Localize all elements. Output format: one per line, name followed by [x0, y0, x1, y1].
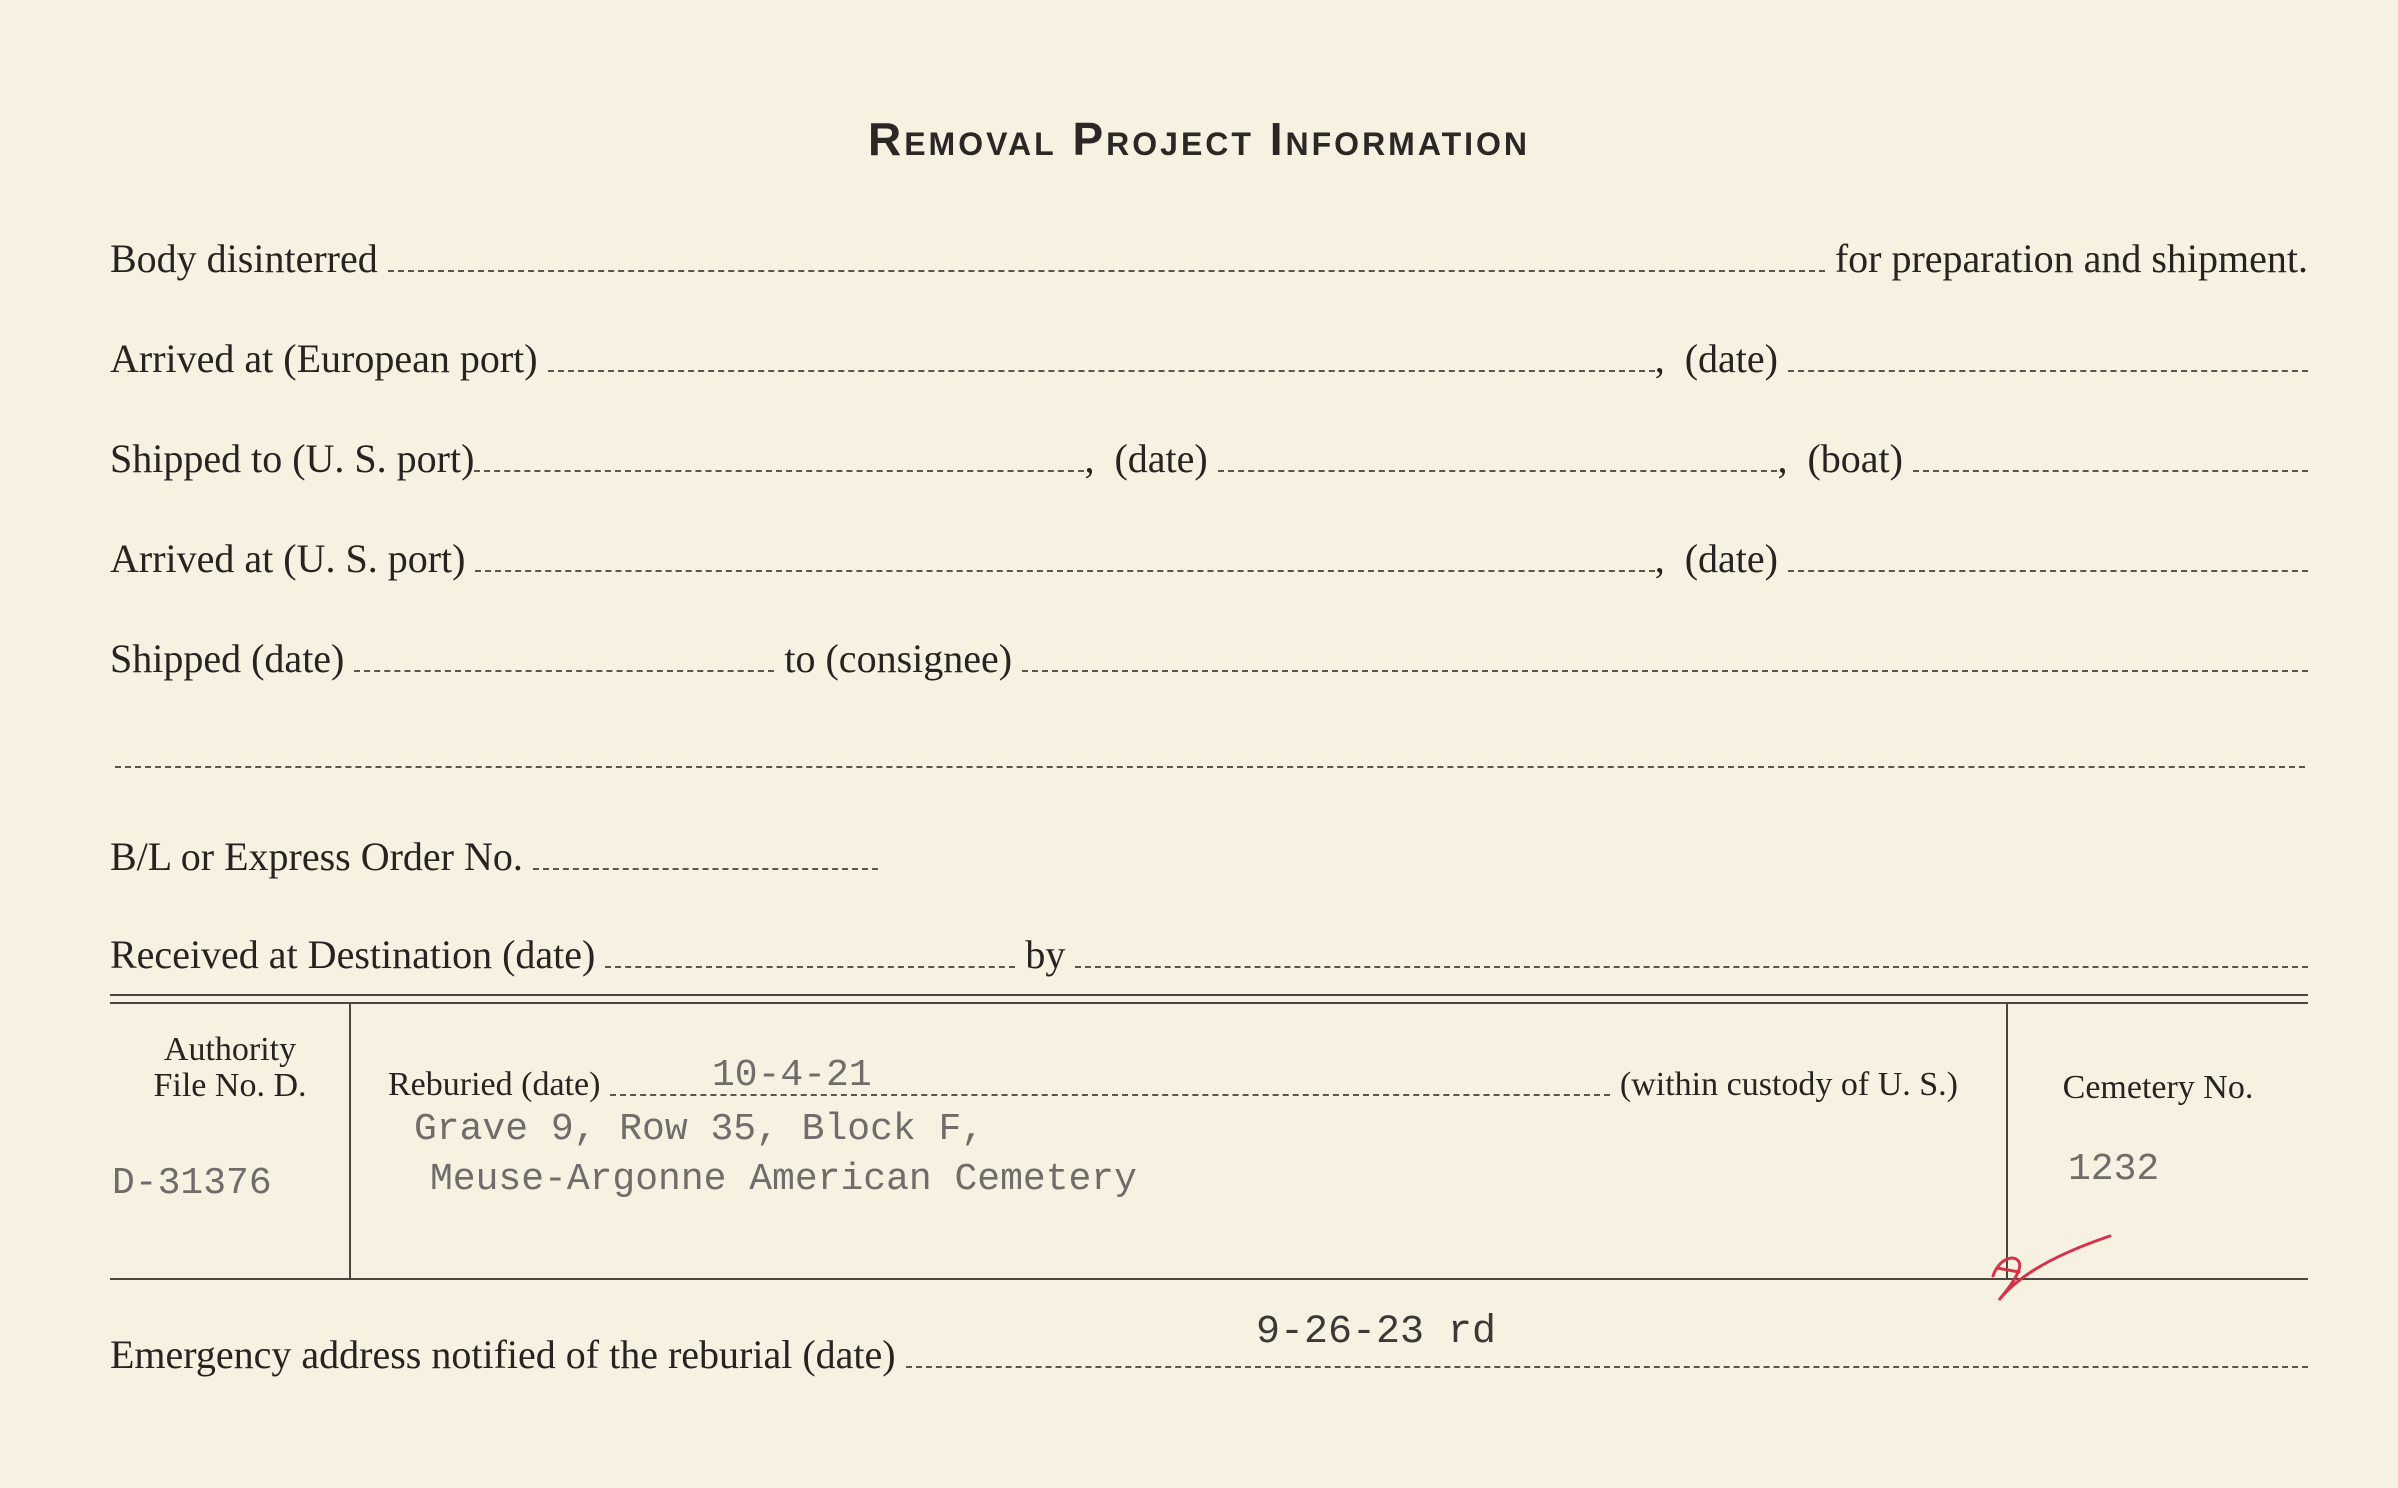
- arrived-us-row: [110, 530, 2308, 582]
- comma-separator: ,: [1654, 536, 1665, 581]
- card-title: Removal Project Information: [867, 113, 1531, 165]
- comma-separator: ,: [1084, 436, 1095, 481]
- shipped-date-field[interactable]: [354, 670, 774, 672]
- boat-label: (boat): [1807, 436, 1903, 481]
- section-double-rule: [110, 994, 2308, 1004]
- reburied-row: [388, 1060, 1968, 1104]
- us-port-field[interactable]: [474, 470, 1084, 472]
- received-date-field[interactable]: [605, 966, 1015, 968]
- arrived-us-label: Arrived at (U. S. port): [110, 536, 466, 581]
- body-disinterred-field[interactable]: [388, 270, 1825, 272]
- bl-order-field[interactable]: [533, 868, 878, 870]
- emergency-date-field[interactable]: [906, 1366, 2308, 1368]
- shipped-us-row: [110, 430, 2308, 482]
- received-by-field[interactable]: [1075, 966, 2308, 968]
- bl-order-row: [110, 828, 2308, 880]
- body-disinterred-label: Body disinterred: [110, 236, 378, 281]
- body-disinterred-row: [110, 230, 2308, 282]
- shipped-us-date-label: (date): [1114, 436, 1208, 481]
- received-label: Received at Destination (date): [110, 932, 596, 977]
- authority-file-number: D-31376: [112, 1162, 272, 1205]
- reburied-date-value: 10-4-21: [712, 1054, 872, 1097]
- comma-separator: ,: [1654, 336, 1665, 381]
- cemetery-label: Cemetery No.: [2062, 1069, 2254, 1106]
- bl-order-label: B/L or Express Order No.: [110, 834, 523, 879]
- received-row: [110, 926, 2308, 978]
- preparation-shipment-label: for preparation and shipment.: [1834, 236, 2308, 281]
- shipped-date-row: [110, 630, 2308, 682]
- shipped-us-label: Shipped to (U. S. port): [110, 436, 475, 481]
- arrived-us-date-field[interactable]: [1788, 570, 2308, 572]
- emergency-date-value: 9-26-23 rd: [1256, 1310, 1497, 1355]
- european-port-field[interactable]: [548, 370, 1655, 372]
- authority-label: [110, 1032, 350, 1104]
- consignee-label: to (consignee): [784, 636, 1013, 681]
- arrived-european-date-label: (date): [1684, 336, 1778, 381]
- shipped-date-label: Shipped (date): [110, 636, 345, 681]
- arrived-european-row: [110, 330, 2308, 382]
- boat-field[interactable]: [1913, 470, 2308, 472]
- section-bottom-rule: [110, 1278, 2308, 1280]
- grave-location-line1: Grave 9, Row 35, Block F,: [414, 1108, 985, 1151]
- custody-label: (within custody of U. S.): [1619, 1066, 1958, 1103]
- reburied-label: Reburied (date): [388, 1066, 601, 1103]
- arrived-european-label: Arrived at (European port): [110, 336, 538, 381]
- emergency-row: [110, 1326, 2308, 1378]
- grave-location-line2: Meuse-Argonne American Cemetery: [430, 1158, 1137, 1201]
- shipped-us-date-field[interactable]: [1218, 470, 1778, 472]
- emergency-label: Emergency address notified of the reburial (date): [110, 1332, 896, 1377]
- cemetery-number: 1232: [2068, 1148, 2160, 1191]
- by-label: by: [1025, 932, 1066, 977]
- consignee-continuation-field[interactable]: [115, 766, 2305, 768]
- arrived-us-date-label: (date): [1684, 536, 1778, 581]
- red-check-mark-icon: [1985, 1228, 2115, 1308]
- authority-label-line1: Authority: [163, 1031, 297, 1068]
- arrived-us-port-field[interactable]: [475, 570, 1654, 572]
- comma-separator: ,: [1777, 436, 1788, 481]
- consignee-field[interactable]: [1022, 670, 2308, 672]
- arrived-european-date-field[interactable]: [1788, 370, 2308, 372]
- authority-label-line2: File No. D.: [153, 1067, 307, 1104]
